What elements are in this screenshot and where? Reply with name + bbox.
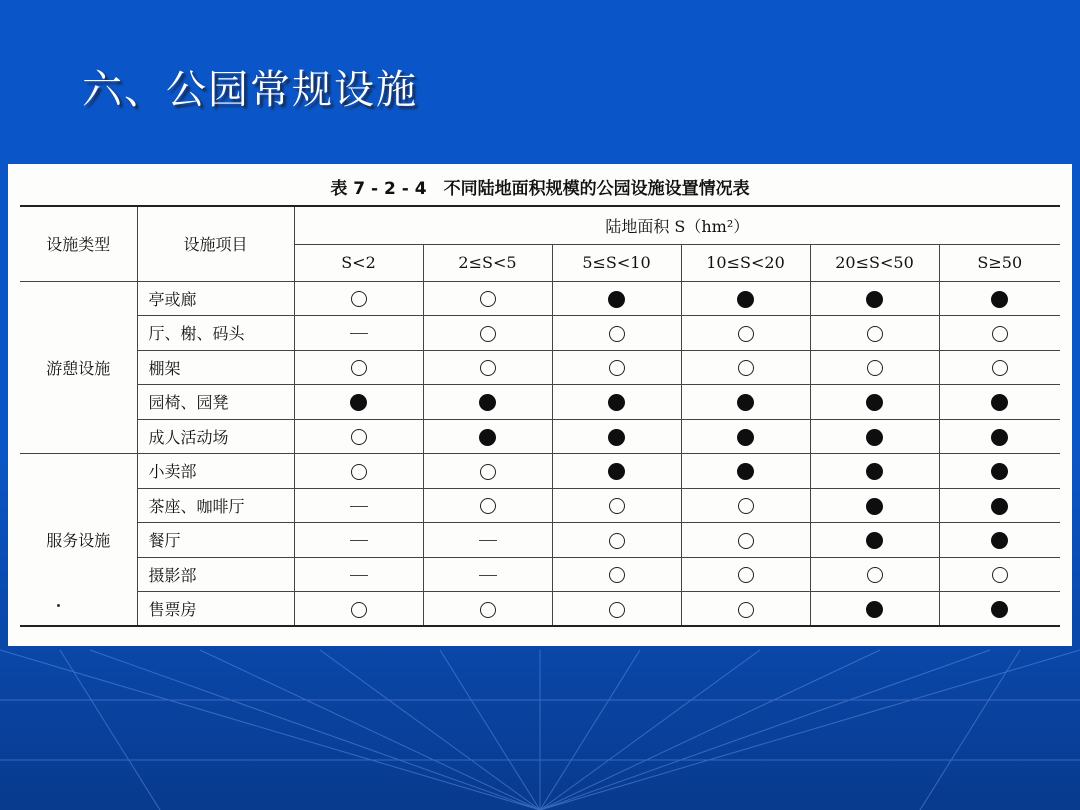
filled-circle-icon — [991, 429, 1008, 446]
filled-circle-icon — [350, 394, 367, 411]
open-circle-icon — [480, 602, 496, 618]
open-circle-icon — [609, 326, 625, 342]
mark-cell — [552, 488, 681, 523]
mark-cell — [810, 316, 939, 351]
table-row — [20, 454, 1060, 489]
mark-cell — [294, 385, 423, 420]
header-range: 10≤S<20 — [681, 244, 810, 281]
filled-circle-icon — [991, 601, 1008, 618]
table-row — [20, 316, 1060, 351]
item-cell: 厅、榭、码头 — [137, 316, 294, 351]
mark-cell — [681, 281, 810, 316]
category-cell: 游憩设施 — [20, 281, 137, 454]
mark-cell — [552, 592, 681, 627]
header-range: S≥50 — [939, 244, 1060, 281]
filled-circle-icon — [991, 463, 1008, 480]
open-circle-icon — [867, 360, 883, 376]
mark-cell — [939, 350, 1060, 385]
open-circle-icon — [992, 567, 1008, 583]
filled-circle-icon — [737, 394, 754, 411]
open-circle-icon — [480, 291, 496, 307]
open-circle-icon — [480, 326, 496, 342]
mark-cell — [810, 350, 939, 385]
mark-cell — [810, 454, 939, 489]
table-row — [20, 592, 1060, 627]
filled-circle-icon — [608, 463, 625, 480]
open-circle-icon — [351, 429, 367, 445]
mark-cell — [423, 419, 552, 454]
mark-cell — [681, 385, 810, 420]
filled-circle-icon — [608, 394, 625, 411]
mark-cell — [939, 385, 1060, 420]
open-circle-icon — [480, 464, 496, 480]
filled-circle-icon — [479, 394, 496, 411]
filled-circle-icon — [991, 394, 1008, 411]
mark-cell — [294, 488, 423, 523]
mark-cell — [681, 454, 810, 489]
open-circle-icon — [609, 498, 625, 514]
mark-cell — [423, 281, 552, 316]
mark-cell — [681, 523, 810, 558]
item-cell: 亭或廊 — [137, 281, 294, 316]
mark-cell — [552, 454, 681, 489]
mark-cell — [681, 419, 810, 454]
item-cell: 园椅、园凳 — [137, 385, 294, 420]
mark-cell — [552, 419, 681, 454]
open-circle-icon — [738, 360, 754, 376]
open-circle-icon — [738, 533, 754, 549]
header-range: S<2 — [294, 244, 423, 281]
open-circle-icon — [992, 360, 1008, 376]
mark-cell — [939, 557, 1060, 592]
open-circle-icon — [609, 602, 625, 618]
filled-circle-icon — [991, 532, 1008, 549]
mark-cell — [681, 557, 810, 592]
open-circle-icon — [867, 326, 883, 342]
open-circle-icon — [351, 360, 367, 376]
mark-cell — [810, 419, 939, 454]
filled-circle-icon — [991, 291, 1008, 308]
open-circle-icon — [351, 291, 367, 307]
mark-cell — [423, 454, 552, 489]
mark-cell — [423, 385, 552, 420]
filled-circle-icon — [866, 498, 883, 515]
mark-cell — [423, 557, 552, 592]
header-range: 2≤S<5 — [423, 244, 552, 281]
filled-circle-icon — [866, 394, 883, 411]
open-circle-icon — [351, 464, 367, 480]
category-cell: 服务设施 — [20, 454, 137, 627]
mark-cell — [552, 281, 681, 316]
filled-circle-icon — [866, 463, 883, 480]
mark-cell — [423, 488, 552, 523]
dash-icon — [350, 575, 368, 576]
open-circle-icon — [609, 567, 625, 583]
mark-cell — [810, 385, 939, 420]
header-area: 陆地面积 S（hm²） — [294, 206, 1060, 244]
filled-circle-icon — [866, 532, 883, 549]
mark-cell — [294, 523, 423, 558]
mark-cell — [294, 592, 423, 627]
mark-cell — [552, 385, 681, 420]
open-circle-icon — [609, 360, 625, 376]
mark-cell — [294, 454, 423, 489]
mark-cell — [294, 557, 423, 592]
table-row — [20, 419, 1060, 454]
filled-circle-icon — [866, 291, 883, 308]
filled-circle-icon — [737, 291, 754, 308]
document-image — [8, 164, 1072, 646]
item-cell: 售票房 — [137, 592, 294, 627]
item-cell: 餐厅 — [137, 523, 294, 558]
slide-title: 六、公园常规设施 — [82, 67, 418, 113]
mark-cell — [552, 557, 681, 592]
filled-circle-icon — [608, 429, 625, 446]
open-circle-icon — [738, 498, 754, 514]
mark-cell — [294, 281, 423, 316]
mark-cell — [939, 592, 1060, 627]
table-row — [20, 281, 1060, 316]
item-cell: 成人活动场 — [137, 419, 294, 454]
mark-cell — [810, 523, 939, 558]
mark-cell — [939, 488, 1060, 523]
mark-cell — [681, 350, 810, 385]
table-caption: 表 7 - 2 - 4 不同陆地面积规模的公园设施设置情况表 — [330, 179, 750, 199]
open-circle-icon — [480, 498, 496, 514]
open-circle-icon — [738, 326, 754, 342]
mark-cell — [423, 316, 552, 351]
mark-cell — [423, 350, 552, 385]
mark-cell — [810, 592, 939, 627]
open-circle-icon — [738, 602, 754, 618]
mark-cell — [294, 419, 423, 454]
mark-cell — [552, 350, 681, 385]
mark-cell — [552, 316, 681, 351]
mark-cell — [423, 523, 552, 558]
filled-circle-icon — [866, 429, 883, 446]
open-circle-icon — [351, 602, 367, 618]
scan-speck — [57, 604, 60, 607]
item-cell: 茶座、咖啡厅 — [137, 488, 294, 523]
header-range: 5≤S<10 — [552, 244, 681, 281]
mark-cell — [939, 454, 1060, 489]
table-row — [20, 523, 1060, 558]
mark-cell — [939, 316, 1060, 351]
item-cell: 小卖部 — [137, 454, 294, 489]
mark-cell — [939, 419, 1060, 454]
mark-cell — [810, 488, 939, 523]
header-category: 设施类型 — [20, 206, 137, 281]
mark-cell — [810, 557, 939, 592]
mark-cell — [939, 523, 1060, 558]
mark-cell — [681, 488, 810, 523]
facility-table — [20, 205, 1060, 627]
mark-cell — [681, 316, 810, 351]
header-range: 20≤S<50 — [810, 244, 939, 281]
item-cell: 摄影部 — [137, 557, 294, 592]
open-circle-icon — [738, 567, 754, 583]
filled-circle-icon — [866, 601, 883, 618]
mark-cell — [939, 281, 1060, 316]
filled-circle-icon — [737, 429, 754, 446]
open-circle-icon — [480, 360, 496, 376]
filled-circle-icon — [608, 291, 625, 308]
mark-cell — [681, 592, 810, 627]
mark-cell — [552, 523, 681, 558]
table-row — [20, 350, 1060, 385]
dash-icon — [479, 575, 497, 576]
table-row — [20, 557, 1060, 592]
table-row — [20, 385, 1060, 420]
filled-circle-icon — [737, 463, 754, 480]
mark-cell — [423, 592, 552, 627]
dash-icon — [479, 540, 497, 541]
dash-icon — [350, 540, 368, 541]
table-row — [20, 488, 1060, 523]
open-circle-icon — [992, 326, 1008, 342]
header-item: 设施项目 — [137, 206, 294, 281]
open-circle-icon — [609, 533, 625, 549]
mark-cell — [294, 350, 423, 385]
open-circle-icon — [867, 567, 883, 583]
mark-cell — [810, 281, 939, 316]
filled-circle-icon — [991, 498, 1008, 515]
mark-cell — [294, 316, 423, 351]
filled-circle-icon — [479, 429, 496, 446]
dash-icon — [350, 333, 368, 334]
item-cell: 棚架 — [137, 350, 294, 385]
dash-icon — [350, 506, 368, 507]
